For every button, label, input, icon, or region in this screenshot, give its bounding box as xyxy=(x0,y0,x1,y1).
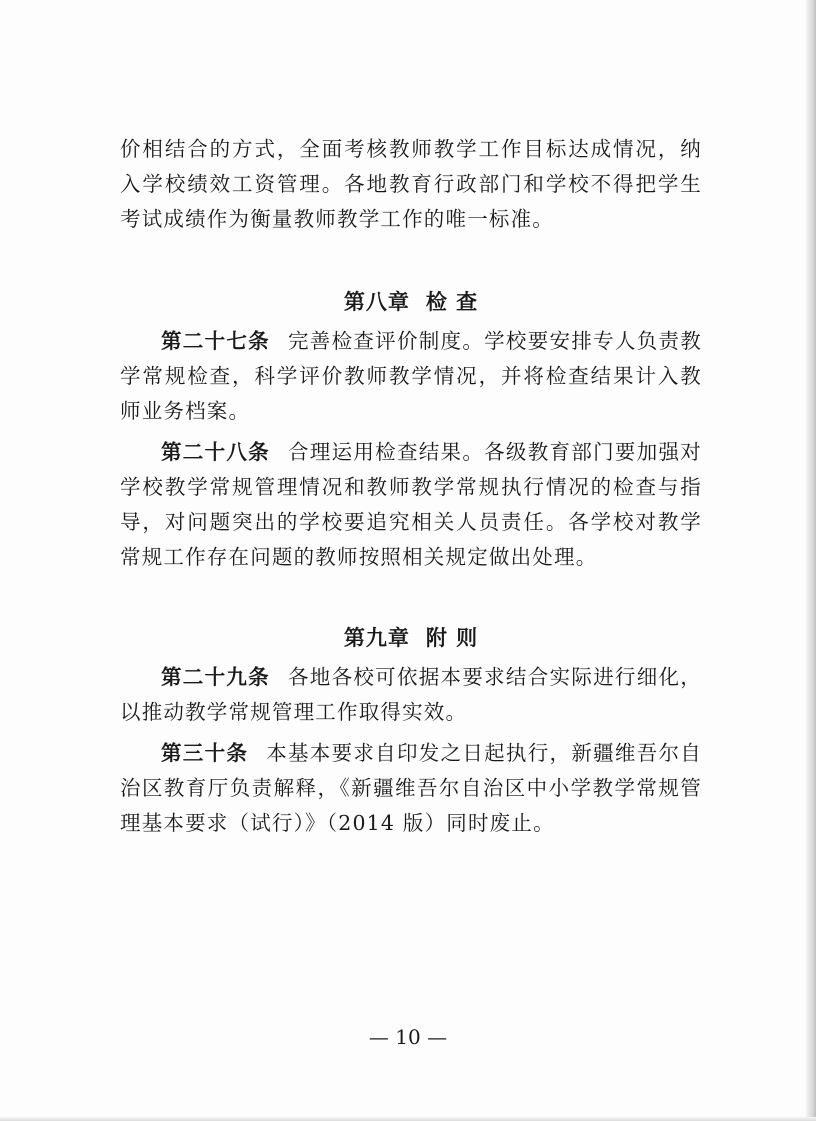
chapter-9-heading xyxy=(120,623,702,653)
chapter-8-title: 检 查 xyxy=(425,290,479,314)
article-28-title: 第二十八条 xyxy=(161,440,270,464)
article-29-text: 各地各校可依据本要求结合实际进行细化，以推动教学常规管理工作取得实效。 xyxy=(120,665,702,724)
article-27-text: 完善检查评价制度。学校要安排专人负责教学常规检查，科学评价教师教学情况，并将检查结果计入教师业务档案。 xyxy=(120,329,702,423)
article-27-title: 第二十七条 xyxy=(161,329,270,353)
continuation-paragraph: 价相结合的方式，全面考核教师教学工作目标达成情况，纳入学校绩效工资管理。各地教育行政部门和学校不得把学生考试成绩作为衡量教师教学工作的唯一标准。 xyxy=(120,137,702,231)
article-29 xyxy=(120,660,702,730)
chapter-9-number: 第九章 xyxy=(343,626,410,650)
scan-edge-bottom-shadow xyxy=(0,1117,816,1121)
chapter-8-heading xyxy=(120,287,702,317)
article-28-text: 合理运用检查结果。各级教育部门要加强对学校教学常规管理情况和教师教学常规执行情况的检查与指导，对问题突出的学校要追究相关人员责任。各学校对教学常规工作存在问题的教师按照相关规定做出处理。 xyxy=(120,440,702,569)
article-27 xyxy=(120,324,702,429)
article-29-title: 第二十九条 xyxy=(161,665,270,689)
page-number: — 10 — xyxy=(368,1025,448,1049)
scan-edge-shadow xyxy=(806,0,816,1121)
article-28 xyxy=(120,435,702,575)
article-30 xyxy=(120,736,702,841)
chapter-9-title: 附 则 xyxy=(425,626,479,650)
chapter-8-number: 第八章 xyxy=(343,290,410,314)
article-30-title: 第三十条 xyxy=(161,741,249,765)
article-30-text: 本基本要求自印发之日起执行，新疆维吾尔自治区教育厅负责解释，《新疆维吾尔自治区中小学教学常规管理基本要求（试行）》（2014 版）同时废止。 xyxy=(120,741,702,835)
